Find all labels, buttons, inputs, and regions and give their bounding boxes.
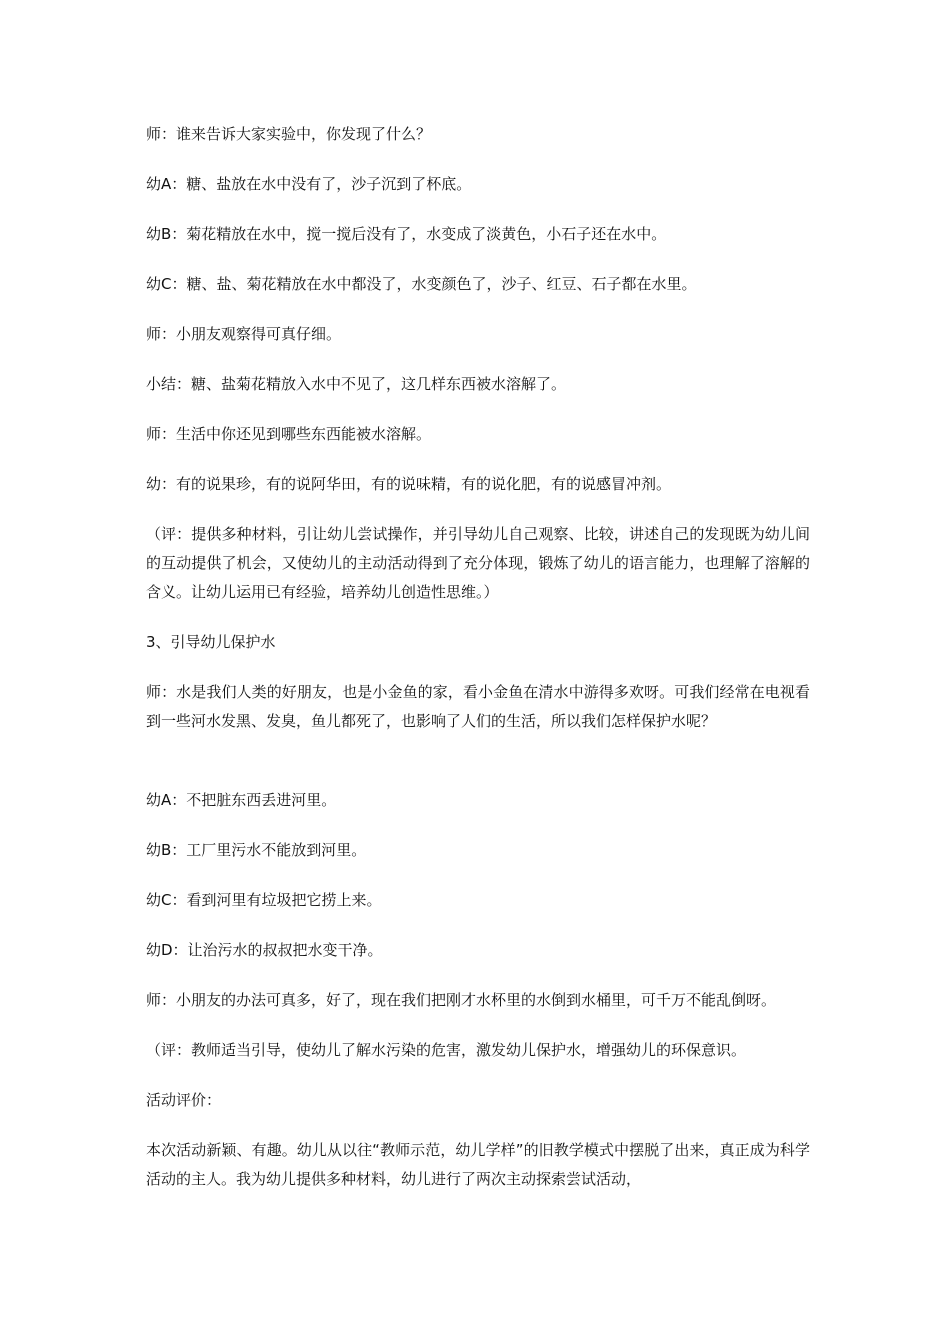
heading-activity-evaluation: 活动评价： (146, 1091, 222, 1109)
paragraph-child-c-answer: 幼C：糖、盐、菊花精放在水中都没了，水变颜色了，沙子、红豆、石子都在水里。 (146, 275, 697, 293)
paragraph-teacher-protect-question: 师：水是我们人类的好朋友，也是小金鱼的家，看小金鱼在清水中游得多欢呀。可我们经常在电视看到一些河水发黑、发臭，鱼儿都死了，也影响了人们的生活，所以我们怎样保护水呢？ (146, 683, 810, 730)
document-body (146, 120, 810, 1215)
paragraph-summary: 小结：糖、盐菊花精放入水中不见了，这几样东西被水溶解了。 (146, 375, 567, 393)
paragraph-comment-2: （评：教师适当引导，使幼儿了解水污染的危害，激发幼儿保护水，增强幼儿的环保意识。 (146, 1041, 747, 1059)
paragraph-comment-1: （评：提供多种材料，引让幼儿尝试操作，并引导幼儿自己观察、比较，讲述自己的发现既为幼儿间的互动提供了机会，又使幼儿的主动活动得到了充分体现，锻炼了幼儿的语言能力，也理解了溶解的含义。让幼儿运用已有经验，培养幼儿创造性思维。） (146, 525, 810, 601)
paragraph-teacher-praise: 师：小朋友观察得可真仔细。 (146, 325, 342, 343)
paragraph-teacher-life-question: 师：生活中你还见到哪些东西能被水溶解。 (146, 425, 432, 443)
paragraph-protect-child-b: 幼B：工厂里污水不能放到河里。 (146, 841, 367, 859)
paragraph-children-examples: 幼：有的说果珍，有的说阿华田，有的说味精，有的说化肥，有的说感冒冲剂。 (146, 475, 672, 493)
paragraph-teacher-question: 师：谁来告诉大家实验中，你发现了什么？ (146, 125, 432, 143)
section-heading-protect-water: 3、引导幼儿保护水 (146, 633, 276, 651)
paragraph-evaluation-body: 本次活动新颖、有趣。幼儿从以往“教师示范，幼儿学样”的旧教学模式中摆脱了出来，真正成为科学活动的主人。我为幼儿提供多种材料，幼儿进行了两次主动探索尝试活动， (146, 1141, 810, 1188)
paragraph-protect-child-d: 幼D：让治污水的叔叔把水变干净。 (146, 941, 383, 959)
paragraph-child-b-answer: 幼B：菊花精放在水中，搅一搅后没有了，水变成了淡黄色，小石子还在水中。 (146, 225, 667, 243)
paragraph-child-a-answer: 幼A：糖、盐放在水中没有了，沙子沉到了杯底。 (146, 175, 472, 193)
paragraph-teacher-conclusion: 师：小朋友的办法可真多，好了，现在我们把刚才水杯里的水倒到水桶里，可千万不能乱倒呀。 (146, 991, 777, 1009)
paragraph-protect-child-a: 幼A：不把脏东西丢进河里。 (146, 791, 337, 809)
paragraph-protect-child-c: 幼C：看到河里有垃圾把它捞上来。 (146, 891, 382, 909)
